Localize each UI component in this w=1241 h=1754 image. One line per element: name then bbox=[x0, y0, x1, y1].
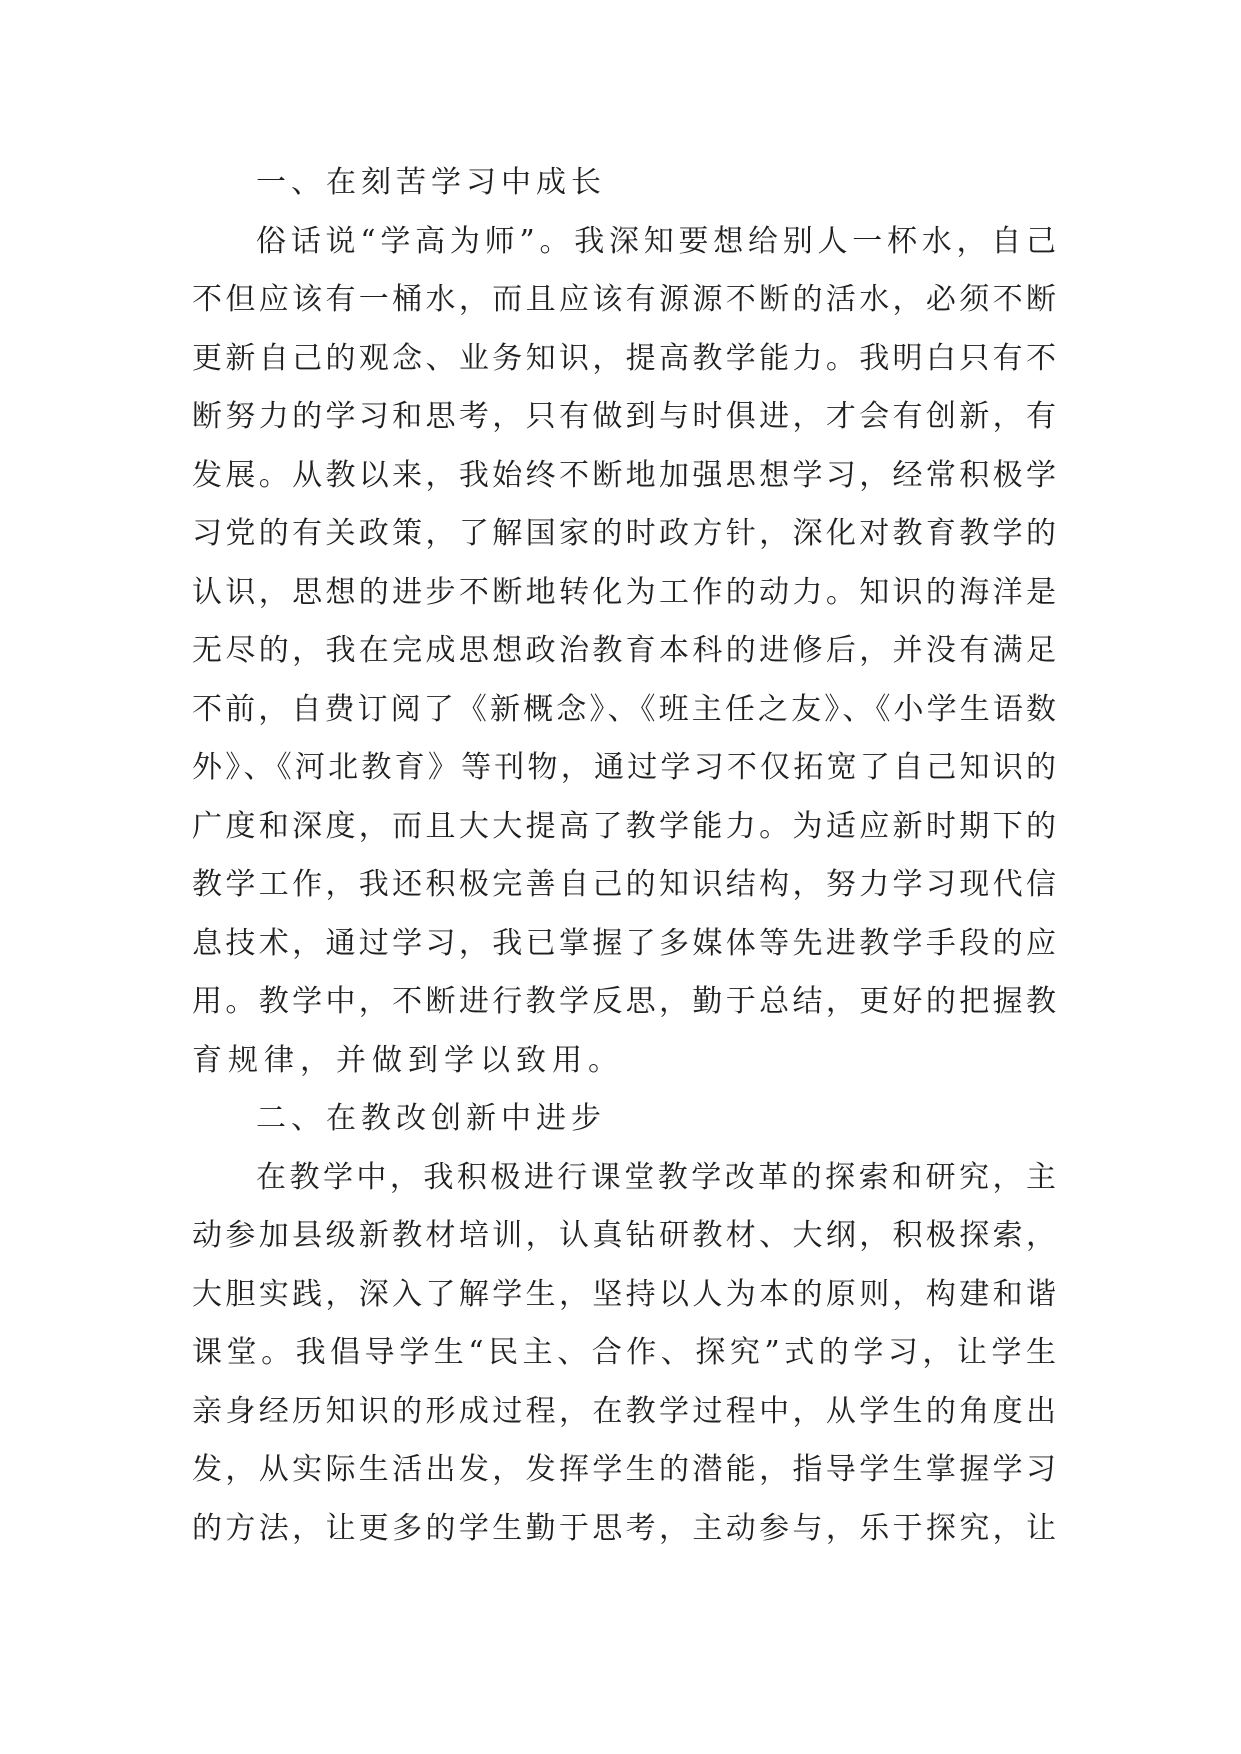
paragraph-line: 在教学中，我积极进行课堂教学改革的探索和研究，主 bbox=[256, 1159, 1056, 1195]
paragraph-line: 更新自己的观念、业务知识，提高教学能力。我明白只有不 bbox=[192, 340, 1056, 376]
paragraph-line: 育规律，并做到学以致用。 bbox=[192, 1042, 624, 1078]
paragraph-line: 无尽的，我在完成思想政治教育本科的进修后，并没有满足 bbox=[192, 633, 1056, 668]
paragraph-line: 亲身经历知识的形成过程，在教学过程中，从学生的角度出 bbox=[192, 1393, 1056, 1429]
document-body bbox=[192, 154, 1056, 1558]
paragraph-line: 断努力的学习和思考，只有做到与时俱进，才会有创新，有 bbox=[192, 399, 1056, 434]
section-heading: 二、在教改创新中进步 bbox=[256, 1101, 606, 1136]
paragraph-line: 发展。从教以来，我始终不断地加强思想学习，经常积极学 bbox=[192, 457, 1056, 493]
paragraph-line: 广度和深度，而且大大提高了教学能力。为适应新时期下的 bbox=[192, 808, 1056, 844]
paragraph-line: 动参加县级新教材培训，认真钻研教材、大纲，积极探索， bbox=[192, 1218, 1056, 1253]
paragraph-line: 认识，思想的进步不断地转化为工作的动力。知识的海洋是 bbox=[192, 574, 1056, 610]
paragraph-line: 息技术，通过学习，我已掌握了多媒体等先进教学手段的应 bbox=[192, 925, 1056, 961]
paragraph-line: 教学工作，我还积极完善自己的知识结构，努力学习现代信 bbox=[192, 867, 1056, 902]
paragraph-line: 的方法，让更多的学生勤于思考，主动参与，乐于探究，让 bbox=[192, 1510, 1056, 1546]
paragraph-line: 习党的有关政策，了解国家的时政方针，深化对教育教学的 bbox=[192, 516, 1056, 551]
paragraph-line: 课堂。我倡导学生“民主、合作、探究”式的学习，让学生 bbox=[192, 1335, 1056, 1370]
paragraph-line: 不前，自费订阅了《新概念》、《班主任之友》、《小学生语数 bbox=[192, 691, 1056, 727]
paragraph-line: 外》、《河北教育》等刊物，通过学习不仅拓宽了自己知识的 bbox=[192, 750, 1056, 785]
paragraph-line: 发，从实际生活出发，发挥学生的潜能，指导学生掌握学习 bbox=[192, 1452, 1056, 1487]
paragraph-line: 大胆实践，深入了解学生，坚持以人为本的原则，构建和谐 bbox=[192, 1276, 1056, 1312]
paragraph-line: 用。教学中，不断进行教学反思，勤于总结，更好的把握教 bbox=[192, 984, 1056, 1019]
paragraph-line: 不但应该有一桶水，而且应该有源源不断的活水，必须不断 bbox=[192, 282, 1056, 317]
section-heading: 一、在刻苦学习中成长 bbox=[256, 165, 606, 200]
paragraph-line: 俗话说“学高为师”。我深知要想给别人一杯水，自己 bbox=[256, 223, 1056, 259]
